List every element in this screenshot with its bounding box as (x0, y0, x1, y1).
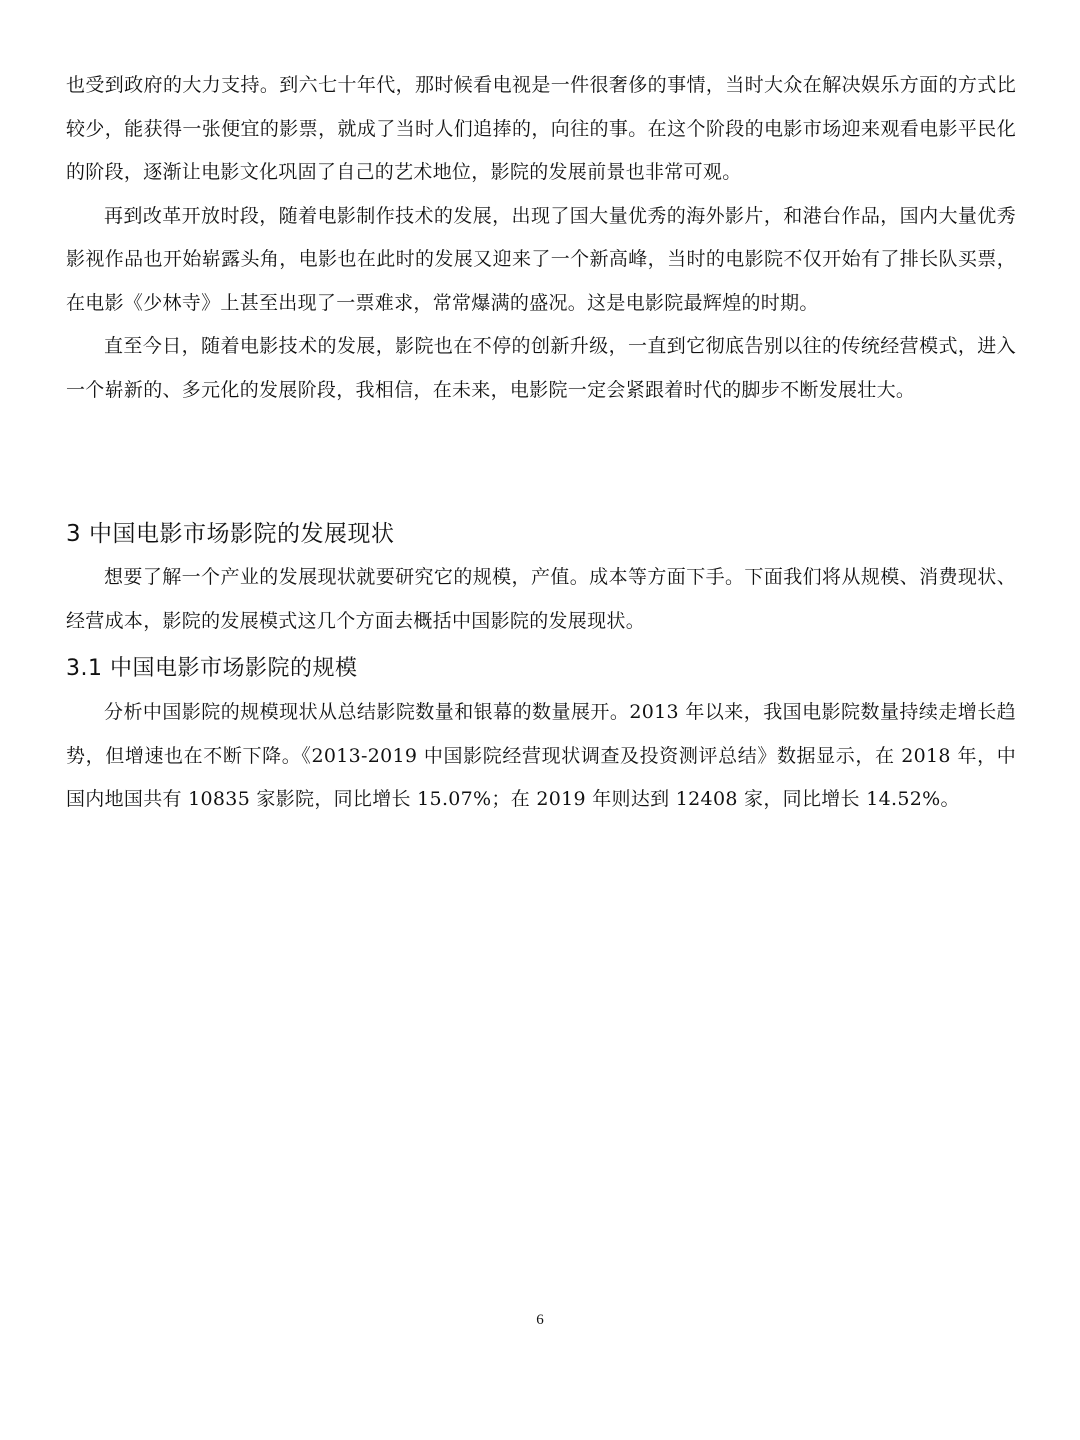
body-paragraph: 也受到政府的大力支持。到六七十年代，那时候看电视是一件很奢侈的事情，当时大众在解决娱乐方面的方式比较少，能获得一张便宜的影票，就成了当时人们追捧的，向往的事。在这个阶段的电影市场迎来观看电影平民化的阶段，逐渐让电影文化巩固了自己的艺术地位，影院的发展前景也非常可观。 (66, 74, 1016, 183)
section-paragraph: 想要了解一个产业的发展现状就要研究它的规模，产值。成本等方面下手。下面我们将从规模、消费现状、经营成本，影院的发展模式这几个方面去概括中国影院的发展现状。 (66, 566, 1016, 632)
page-number: 6 (536, 1312, 544, 1328)
section-heading: 3 中国电影市场影院的发展现状 (66, 521, 395, 547)
subsection-heading: 3.1 中国电影市场影院的规模 (66, 656, 358, 681)
body-paragraph: 直至今日，随着电影技术的发展，影院也在不停的创新升级，一直到它彻底告别以往的传统经营模式，进入一个崭新的、多元化的发展阶段，我相信，在未来，电影院一定会紧跟着时代的脚步不断发展壮大。 (66, 335, 1016, 401)
subsection-paragraph: 分析中国影院的规模现状从总结影院数量和银幕的数量展开。2013 年以来，我国电影院数量持续走增长趋势，但增速也在不断下降。《2013-2019 中国影院经营现状调查及投资测评总结》数据显示，在 2018 年，中国内地国共有 10835 家影院，同比增长 15.07%；在 2019 年则达到 12408 家，同比增长 14.52%。 (66, 701, 1016, 810)
document-body (66, 64, 1016, 822)
body-paragraph: 再到改革开放时段，随着电影制作技术的发展，出现了国大量优秀的海外影片，和港台作品，国内大量优秀影视作品也开始崭露头角，电影也在此时的发展又迎来了一个新高峰，当时的电影院不仅开始有了排长队买票，在电影《少林寺》上甚至出现了一票难求，常常爆满的盛况。这是电影院最辉煌的时期。 (66, 204, 1016, 314)
section-spacer (66, 412, 1016, 512)
